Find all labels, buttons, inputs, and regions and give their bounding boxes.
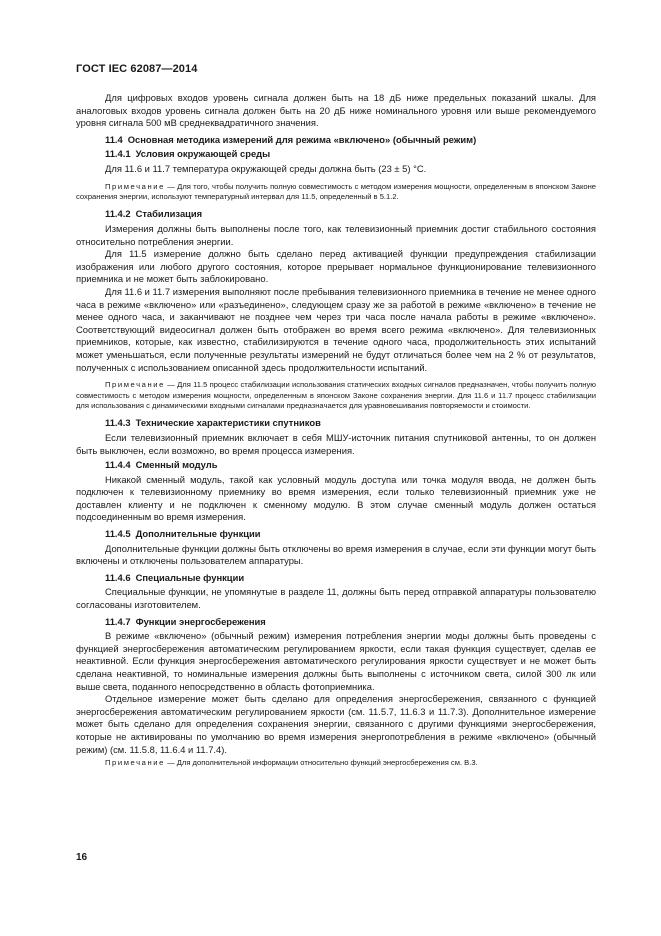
section-heading-11-4-7 [76,616,596,629]
section-title: Стабилизация [135,208,203,220]
paragraph-11-4-5: Дополнительные функции должны быть отключены во время измерения в случае, если эти функции могут быть включены и отключены пользователем аппаратуры. [76,542,596,567]
section-heading-11-4-4 [76,459,596,472]
document-body [76,92,596,775]
paragraph-11-4-2-b: Для 11.5 измерение должно быть сделано перед активацией функции предупреждения стабилизации изображения или любого другого состояния, которое прерывает нормальное функционирование телевизионного приемника и не может быть заблокировано. [76,248,596,285]
section-title: Функции энергосбережения [135,615,266,627]
section-number: 11.4.2 [105,208,131,220]
paragraph-11-4-7-a: В режиме «включено» (обычный режим) измерения потребления энергии моды должны быть проведены с функцией энергосбережения автоматическим регулированием яркости, если такая функция существует, сделав ее неактивной. Если функция энергосбережения автоматического регулирования яркости существует и не может быть сделана неактивной, то номинальные измерения должны быть выполнены с источником света, силой 300 лк или выше света, поданного непосредственно в область фотоприемника. [76,630,596,692]
note-text: — Для того, чтобы получить полную совместимость с методом измерения мощности, определенным в японском Законе сохранения энергии, используют температурный интервал для 11.5, определенный в 5.1.2. [76,181,596,201]
section-heading-11-4 [76,134,596,147]
section-number: 11.4.3 [105,417,131,429]
note-1 [76,182,596,203]
note-2 [76,380,596,411]
note-text: — Для дополнительной информации относительно функций энергосбережения см. В.3. [164,758,478,768]
section-number: 11.4.6 [105,571,131,583]
note-text: — Для 11.5 процесс стабилизации использования статических входных сигналов предназначен, чтобы получить полную совместимость с методом измерения мощности, определенным в японском Законе сохранения энергии. Для 11.6 и 11.7 процесс стабилизации для использования с динамическими входными сигналами предназначается для уравновешивания повторяемости и стоимости. [76,380,596,410]
section-heading-11-4-2 [76,208,596,221]
section-number: 11.4 [105,133,123,145]
section-title: Дополнительные функции [135,528,261,540]
paragraph-11-4-2-c: Для 11.6 и 11.7 измерения выполняют после пребывания телевизионного приемника в течение не менее одного часа в режиме «включено» или «разъединено», следующем сразу же за работой в режиме «включено» в течение не менее одного часа, и заканчивают не позднее чем через три часа после начала работы в режиме «включено». Соответствующий видеосигнал должен быть отображен во время всего режима «включено». Для телевизионных приемников, которые, как известно, стабилизируются в течение одного часа, продолжительность этих испытаний может уменьшаться, если полученные результаты измерений не будут отличаться более чем на 2 % от результатов, полученных с использованием описанной здесь продолжительности испытаний. [76,285,596,373]
page-number: 16 [76,852,88,863]
note-label: Примечание [105,758,165,768]
section-heading-11-4-1 [76,148,596,161]
section-number: 11.4.7 [105,615,131,627]
section-number: 11.4.4 [105,459,131,471]
section-title: Технические характеристики спутников [135,417,321,429]
section-title: Условия окружающей среды [135,148,271,160]
paragraph-11-4-2-a: Измерения должны быть выполнены после того, как телевизионный приемник достиг стабильного состояния относительно потребления энергии. [76,222,596,247]
section-heading-11-4-6 [76,572,596,585]
note-label: Примечание [105,181,165,191]
section-number: 11.4.1 [105,148,131,160]
section-title: Основная методика измерений для режима «включено» (обычный режим) [127,133,477,145]
paragraph-11-4-6: Специальные функции, не упомянутые в разделе 11, должны быть перед отправкой аппаратуры пользователю согласованы изготовителем. [76,586,596,611]
section-heading-11-4-3 [76,417,596,430]
note-label: Примечание [105,380,165,390]
document-header: ГОСТ IEC 62087—2014 [76,63,198,75]
section-title: Специальные функции [135,571,245,583]
section-heading-11-4-5 [76,528,596,541]
paragraph-11-4-4: Никакой сменный модуль, такой как условный модуль доступа или точка модуля ввода, не должен быть подключен к телевизионному приемнику во время измерения, если только телевизионный приемник уже не доставлен клиенту и не подключен к сменному модулю. В этом случае сменный модуль должен остаться подсоединенным во время измерения. [76,473,596,523]
section-number: 11.4.5 [105,528,131,540]
note-3 [76,758,596,768]
paragraph-11-4-3: Если телевизионный приемник включает в себя МШУ-источник питания спутниковой антенны, то он должен быть выключен, если возможно, во время процесса измерения. [76,431,596,456]
paragraph-11-4-1: Для 11.6 и 11.7 температура окружающей среды должна быть (23 ± 5) °С. [105,162,427,174]
paragraph-11-4-7-b: Отдельное измерение может быть сделано для определения энергосбережения, связанного с функцией энергосбережения автоматическим регулированием яркости (см. 11.5.7, 11.6.3 и 11.7.3). Дополнительное измерение может быть сделано для определения сохранения энергии, связанного с другими функциями энергосбережения, которые не активированы по умолчанию во время измерения энергопотребления в режиме «включено» (обычный режим) (см. 11.5.8, 11.6.4 и 11.7.4). [76,693,596,755]
paragraph-intro: Для цифровых входов уровень сигнала должен быть на 18 дБ ниже предельных показаний шкалы. Для аналоговых входов уровень сигнала должен быть на 20 дБ ниже номинального уровня или выше рекомендуемого уровня сигнала 500 мВ среднеквадратичного значения. [76,92,596,129]
section-title: Сменный модуль [135,459,218,471]
